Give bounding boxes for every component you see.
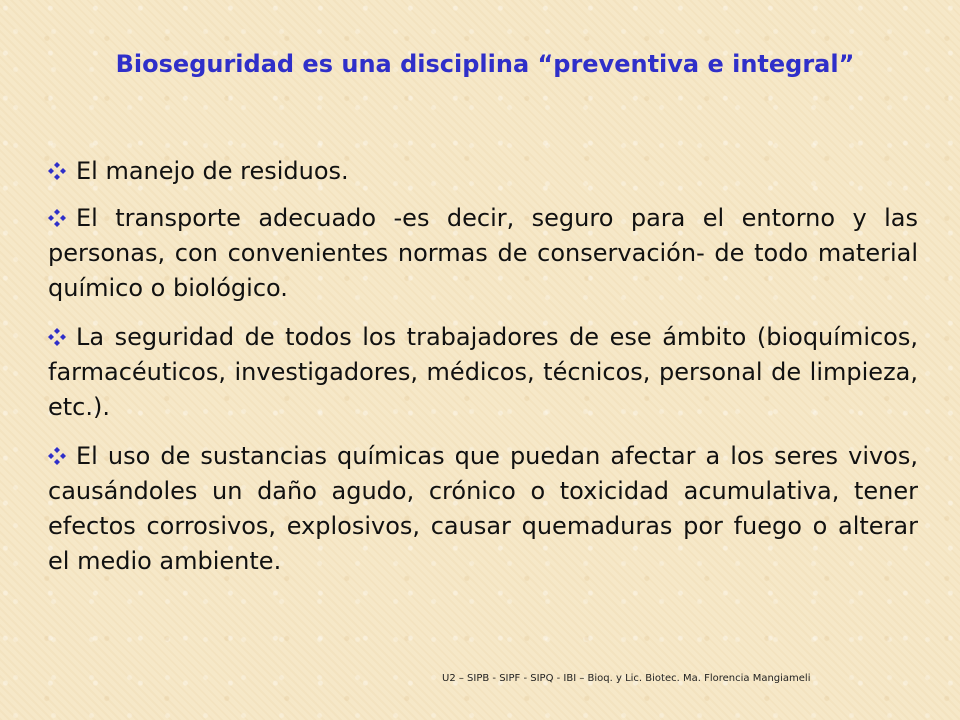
slide-footer: U2 – SIPB - SIPF - SIPQ - IBI – Bioq. y Lic. Biotec. Ma. Florencia Mangiameli <box>442 673 811 684</box>
four-diamond-bullet-icon <box>48 162 66 180</box>
bullet-text: El transporte adecuado -es decir, seguro para el entorno y las personas, con convenientes normas de conservación- de todo material químico o biológico. <box>48 204 918 302</box>
bullet-text: El uso de sustancias químicas que puedan afectar a los seres vivos, causándoles un daño agudo, crónico o toxicidad acumulativa, tener efectos corrosivos, explosivos, causar quemaduras por fuego o alterar el medio ambiente. <box>48 442 918 575</box>
bullet-item-chemical-substances <box>48 439 918 579</box>
bullet-text: El manejo de residuos. <box>76 157 349 185</box>
bullet-item-worker-safety <box>48 320 918 425</box>
bullet-list <box>48 154 918 593</box>
bullet-item-transport <box>48 201 918 306</box>
four-diamond-bullet-icon <box>48 447 66 465</box>
bullet-text: La seguridad de todos los trabajadores de ese ámbito (bioquímicos, farmacéuticos, investigadores, médicos, técnicos, personal de limpieza, etc.). <box>48 323 918 421</box>
four-diamond-bullet-icon <box>48 209 66 227</box>
four-diamond-bullet-icon <box>48 328 66 346</box>
bullet-item-waste-management <box>48 154 918 189</box>
slide-title: Bioseguridad es una disciplina “preventiva e integral” <box>115 50 855 78</box>
